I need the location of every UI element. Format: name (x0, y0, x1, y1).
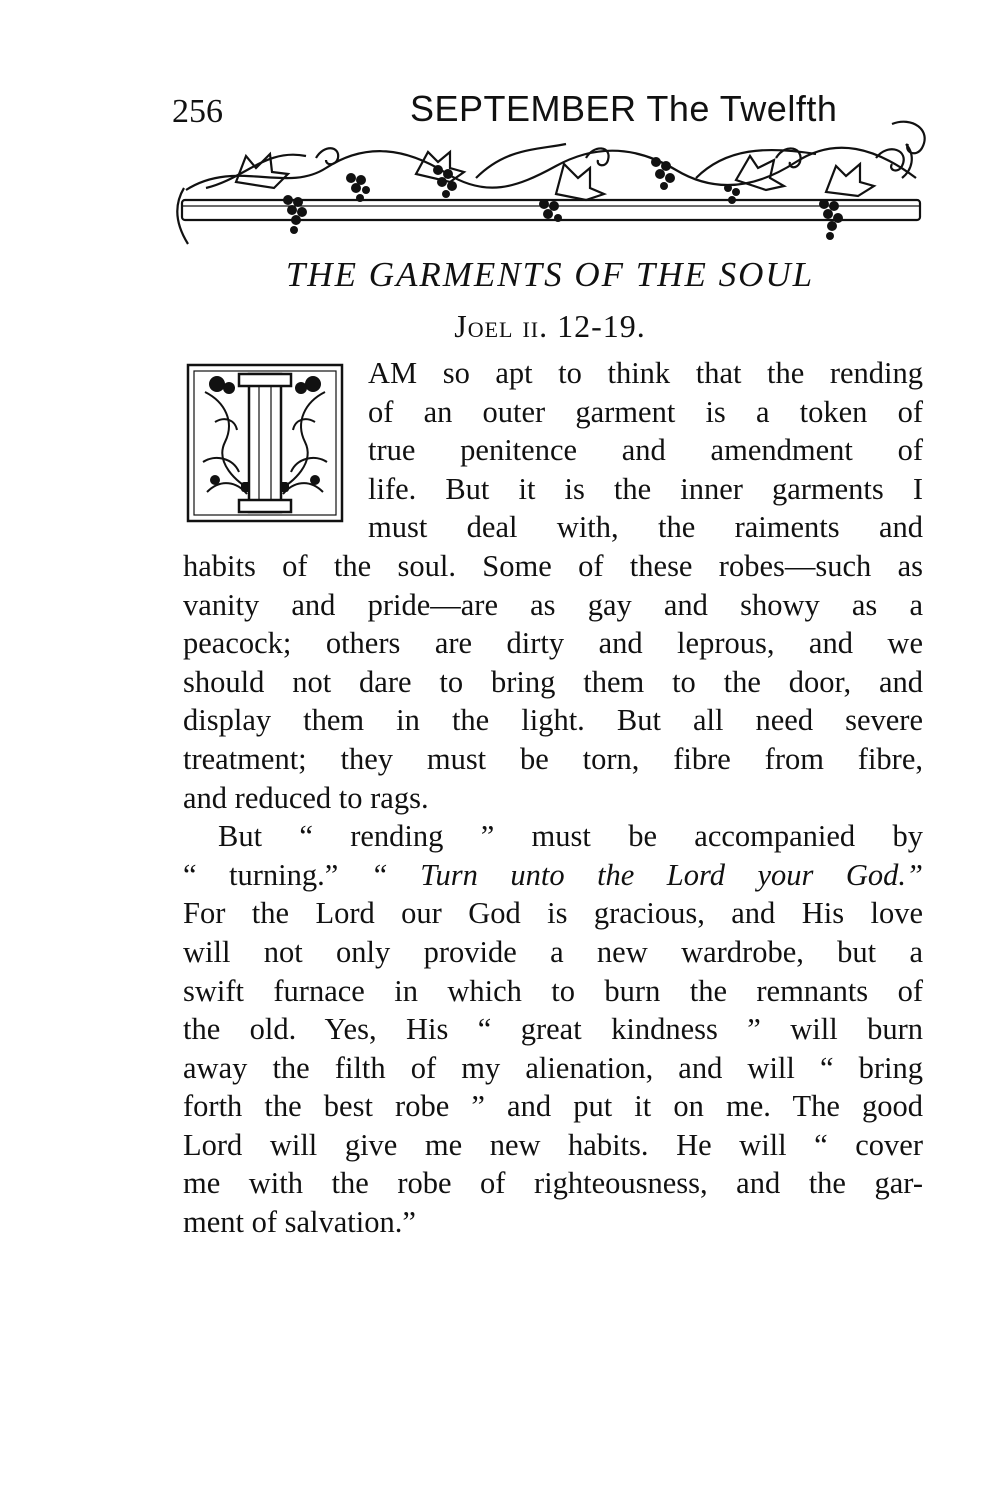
text-line: Lord will give me new habits. He will “ cover (183, 1127, 923, 1162)
quote-scripture: “ Turn unto the Lord your God.” (370, 857, 923, 892)
text-line: For the Lord our God is gracious, and His love (183, 896, 923, 931)
grapevine-ornament (176, 118, 928, 248)
text-line: But “ rending ” must be accompanied by (218, 819, 923, 854)
page-number: 256 (172, 93, 223, 130)
chapter-title: THE GARMENTS OF THE SOUL (285, 255, 815, 294)
text-line: and reduced to rags. (183, 780, 429, 815)
scripture-reference: Joel ii. 12-19. (454, 308, 646, 344)
text-line: ment of salvation.” (183, 1205, 416, 1240)
text-line: should not dare to bring them to the door, and (183, 664, 923, 699)
text-line: AM so apt to think that the rending (368, 356, 923, 390)
text-line: display them in the light. But all need severe (183, 703, 923, 738)
text-line: the old. Yes, His “ great kindness ” will burn (183, 1012, 923, 1047)
body-text (183, 354, 923, 1242)
quote-turning: “ turning.” (183, 857, 339, 892)
text-line: away the filth of my alienation, and will “ bring (183, 1050, 923, 1085)
running-head-month: SEPTEMBER (410, 88, 637, 129)
text-line: of an outer garment is a token of (368, 394, 923, 429)
text-line: must deal with, the raiments and (368, 510, 923, 545)
text-line: vanity and pride—are as gay and showy as a (183, 587, 923, 622)
text-line: true penitence and amendment of (368, 433, 923, 468)
running-head-day: The Twelfth (646, 88, 838, 129)
text-line-mixed (183, 856, 923, 895)
text-line: me with the robe of righteousness, and the gar- (183, 1166, 923, 1201)
text-line: swift furnace in which to burn the remnants of (183, 973, 923, 1008)
text-line: life. But it is the inner garments I (368, 471, 923, 506)
text-line: peacock; others are dirty and leprous, and we (183, 626, 923, 661)
text-line: will not only provide a new wardrobe, but a (183, 934, 923, 969)
text-line: habits of the soul. Some of these robes—such as (183, 548, 923, 583)
text-line: forth the best robe ” and put it on me. The good (183, 1089, 923, 1124)
text-line: treatment; they must be torn, fibre from fibre, (183, 741, 923, 776)
